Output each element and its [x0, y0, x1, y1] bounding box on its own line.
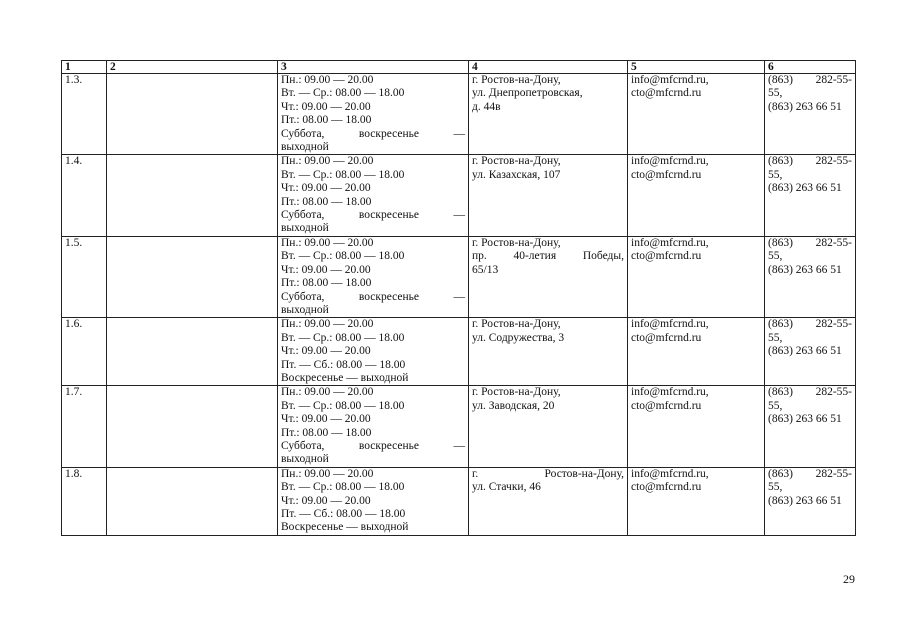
phone-part: (863): [768, 318, 793, 331]
phone-part: (863): [768, 155, 793, 168]
address-cell: [469, 236, 628, 317]
row-number-cell: [62, 236, 107, 317]
email-cell: [628, 467, 765, 535]
email-address: info@mfcrnd.ru,: [631, 318, 709, 331]
hours-weekend-line-word: —: [453, 127, 465, 140]
phone-part: 55,: [768, 168, 783, 181]
address-line: ул. Днепропетровская,: [472, 87, 583, 100]
hours-line: Пн.: 09.00 — 20.00: [281, 236, 374, 249]
hours-line: Воскресенье — выходной: [281, 521, 409, 534]
address-cell: [469, 155, 628, 236]
phone-part: 55,: [768, 481, 783, 494]
email-address: info@mfcrnd.ru,: [631, 236, 709, 249]
address-line: ул. Заводская, 20: [472, 399, 555, 412]
email-address: cto@mfcrnd.ru: [631, 250, 702, 263]
email-address: cto@mfcrnd.ru: [631, 87, 702, 100]
row-number: 1.6.: [65, 318, 83, 331]
row-number: 1.5.: [65, 236, 83, 249]
column-header: 1: [62, 61, 107, 74]
hours-line: Вт. — Ср.: 08.00 — 18.00: [281, 331, 405, 344]
hours-line: Пт.: 08.00 — 18.00: [281, 426, 372, 439]
row-number-cell: [62, 386, 107, 467]
hours-weekend-line-word: воскресенье: [358, 209, 419, 222]
phone-part: 282-55-: [815, 467, 852, 480]
row-number: 1.4.: [65, 155, 83, 168]
hours-line: Чт.: 09.00 — 20.00: [281, 494, 371, 507]
hours-cell: [278, 74, 469, 155]
phone-line-justified: [768, 318, 852, 331]
hours-line: Вт. — Ср.: 08.00 — 18.00: [281, 399, 405, 412]
table-row: [62, 467, 856, 535]
phone-line-justified: [768, 155, 852, 168]
phone-number: (863) 263 66 51: [768, 345, 842, 358]
hours-line: Чт.: 09.00 — 20.00: [281, 182, 371, 195]
email-address: info@mfcrnd.ru,: [631, 155, 709, 168]
address-cell: [469, 467, 628, 535]
address-cell: [469, 386, 628, 467]
hours-line: Пт. — Сб.: 08.00 — 18.00: [281, 508, 406, 520]
hours-weekend-line-word: воскресенье: [358, 439, 419, 452]
address-line: ул. Казахская, 107: [472, 168, 561, 181]
phone-part: (863): [768, 236, 793, 249]
phone-line-justified: [768, 386, 852, 399]
phone-line-justified: [768, 468, 852, 481]
row-number: 1.3.: [65, 74, 83, 86]
column-header: 3: [278, 61, 469, 74]
page-number: 29: [843, 572, 855, 586]
phone-number: (863) 263 66 51: [768, 494, 842, 507]
phone-part: 55,: [768, 399, 783, 412]
hours-weekend-line-word: Суббота,: [281, 290, 325, 303]
phone-part: 282-55-: [815, 74, 852, 86]
hours-weekend-line-word: —: [453, 209, 465, 222]
hours-weekend-line-word: воскресенье: [358, 290, 419, 303]
phone-part: 282-55-: [815, 386, 852, 399]
email-address: info@mfcrnd.ru,: [631, 386, 709, 399]
column-header: 5: [628, 61, 765, 74]
hours-weekend-line-word: Суббота,: [281, 127, 325, 140]
email-address: info@mfcrnd.ru,: [631, 74, 709, 86]
hours-line: Чт.: 09.00 — 20.00: [281, 413, 371, 426]
email-cell: [628, 236, 765, 317]
email-cell: [628, 155, 765, 236]
name-cell: [107, 467, 278, 535]
phone-number: (863) 263 66 51: [768, 263, 842, 276]
email-cell: [628, 74, 765, 155]
phone-part: 282-55-: [815, 236, 852, 249]
table-header-row: [62, 61, 856, 74]
row-number-cell: [62, 318, 107, 386]
phone-line-justified: [768, 237, 852, 250]
phone-number: (863) 263 66 51: [768, 100, 842, 113]
hours-line: Пт.: 08.00 — 18.00: [281, 277, 372, 290]
email-address: cto@mfcrnd.ru: [631, 399, 702, 412]
phone-part: (863): [768, 386, 793, 399]
hours-line: выходной: [281, 453, 329, 466]
address-line-justified-word: г.: [472, 467, 479, 480]
hours-line: выходной: [281, 141, 329, 154]
hours-line: Пт.: 08.00 — 18.00: [281, 114, 372, 127]
hours-line: Чт.: 09.00 — 20.00: [281, 263, 371, 276]
row-number: 1.8.: [65, 467, 83, 480]
phone-cell: [765, 74, 856, 155]
email-cell: [628, 318, 765, 386]
hours-weekend-line-word: Суббота,: [281, 209, 325, 222]
hours-line: выходной: [281, 222, 329, 235]
email-address: cto@mfcrnd.ru: [631, 331, 702, 344]
phone-part: 282-55-: [815, 155, 852, 168]
phone-part: 55,: [768, 331, 783, 344]
hours-weekend-line-word: Суббота,: [281, 439, 325, 452]
address-line: д. 44в: [472, 100, 501, 113]
phone-part: (863): [768, 467, 793, 480]
column-header: 6: [765, 61, 856, 74]
address-line-justified-word: Победы,: [582, 250, 624, 263]
hours-weekend-line-word: —: [453, 439, 465, 452]
table-row: [62, 318, 856, 386]
address-line-justified-word: Ростов-на-Дону,: [544, 467, 624, 480]
hours-line: Чт.: 09.00 — 20.00: [281, 100, 371, 113]
name-cell: [107, 155, 278, 236]
phone-cell: [765, 236, 856, 317]
address-line: ул. Содружества, 3: [472, 331, 565, 344]
hours-line: выходной: [281, 303, 329, 316]
hours-weekend-line-word: —: [453, 290, 465, 303]
column-header: 4: [469, 61, 628, 74]
phone-part: 55,: [768, 87, 783, 100]
service-centers-table: [61, 60, 856, 536]
hours-line: Вт. — Ср.: 08.00 — 18.00: [281, 481, 405, 494]
address-line-justified: [472, 468, 624, 481]
hours-line: Пн.: 09.00 — 20.00: [281, 386, 374, 399]
table-row: [62, 74, 856, 155]
address-line: г. Ростов-на-Дону,: [472, 386, 561, 399]
column-header: 2: [107, 61, 278, 74]
table-row: [62, 386, 856, 467]
row-number-cell: [62, 155, 107, 236]
hours-line: Пн.: 09.00 — 20.00: [281, 155, 374, 168]
phone-part: 282-55-: [815, 318, 852, 331]
hours-line: Пн.: 09.00 — 20.00: [281, 74, 374, 86]
address-line-justified-word: пр.: [472, 250, 487, 263]
hours-line: Пт. — Сб.: 08.00 — 18.00: [281, 358, 406, 371]
phone-cell: [765, 386, 856, 467]
address-line: г. Ростов-на-Дону,: [472, 236, 561, 249]
email-cell: [628, 386, 765, 467]
hours-cell: [278, 386, 469, 467]
phone-line-justified: [768, 74, 852, 87]
name-cell: [107, 74, 278, 155]
email-address: info@mfcrnd.ru,: [631, 467, 709, 480]
hours-weekend-line: [281, 291, 465, 304]
address-line: г. Ростов-на-Дону,: [472, 155, 561, 168]
table-row: [62, 155, 856, 236]
hours-cell: [278, 236, 469, 317]
hours-line: Чт.: 09.00 — 20.00: [281, 345, 371, 358]
hours-cell: [278, 318, 469, 386]
hours-line: Пн.: 09.00 — 20.00: [281, 467, 374, 480]
phone-cell: [765, 318, 856, 386]
phone-part: 55,: [768, 250, 783, 263]
name-cell: [107, 386, 278, 467]
name-cell: [107, 318, 278, 386]
address-cell: [469, 318, 628, 386]
phone-number: (863) 263 66 51: [768, 182, 842, 195]
hours-line: Пт.: 08.00 — 18.00: [281, 195, 372, 208]
hours-weekend-line: [281, 209, 465, 222]
address-line: 65/13: [472, 263, 499, 276]
hours-weekend-line-word: воскресенье: [358, 127, 419, 140]
name-cell: [107, 236, 278, 317]
address-line: г. Ростов-на-Дону,: [472, 318, 561, 331]
email-address: cto@mfcrnd.ru: [631, 168, 702, 181]
hours-line: Воскресенье — выходной: [281, 371, 409, 384]
address-line-justified-word: 40-летия: [513, 250, 557, 263]
table-row: [62, 236, 856, 317]
row-number: 1.7.: [65, 386, 83, 399]
phone-part: (863): [768, 74, 793, 86]
hours-line: Вт. — Ср.: 08.00 — 18.00: [281, 87, 405, 100]
address-line-justified: [472, 250, 624, 263]
phone-cell: [765, 155, 856, 236]
hours-line: Пн.: 09.00 — 20.00: [281, 318, 374, 331]
hours-cell: [278, 467, 469, 535]
phone-number: (863) 263 66 51: [768, 413, 842, 426]
address-line: ул. Стачки, 46: [472, 481, 541, 494]
address-line: г. Ростов-на-Дону,: [472, 74, 561, 86]
hours-weekend-line: [281, 128, 465, 141]
phone-cell: [765, 467, 856, 535]
hours-line: Вт. — Ср.: 08.00 — 18.00: [281, 168, 405, 181]
email-address: cto@mfcrnd.ru: [631, 481, 702, 494]
hours-weekend-line: [281, 440, 465, 453]
hours-line: Вт. — Ср.: 08.00 — 18.00: [281, 250, 405, 263]
address-cell: [469, 74, 628, 155]
hours-cell: [278, 155, 469, 236]
row-number-cell: [62, 467, 107, 535]
row-number-cell: [62, 74, 107, 155]
